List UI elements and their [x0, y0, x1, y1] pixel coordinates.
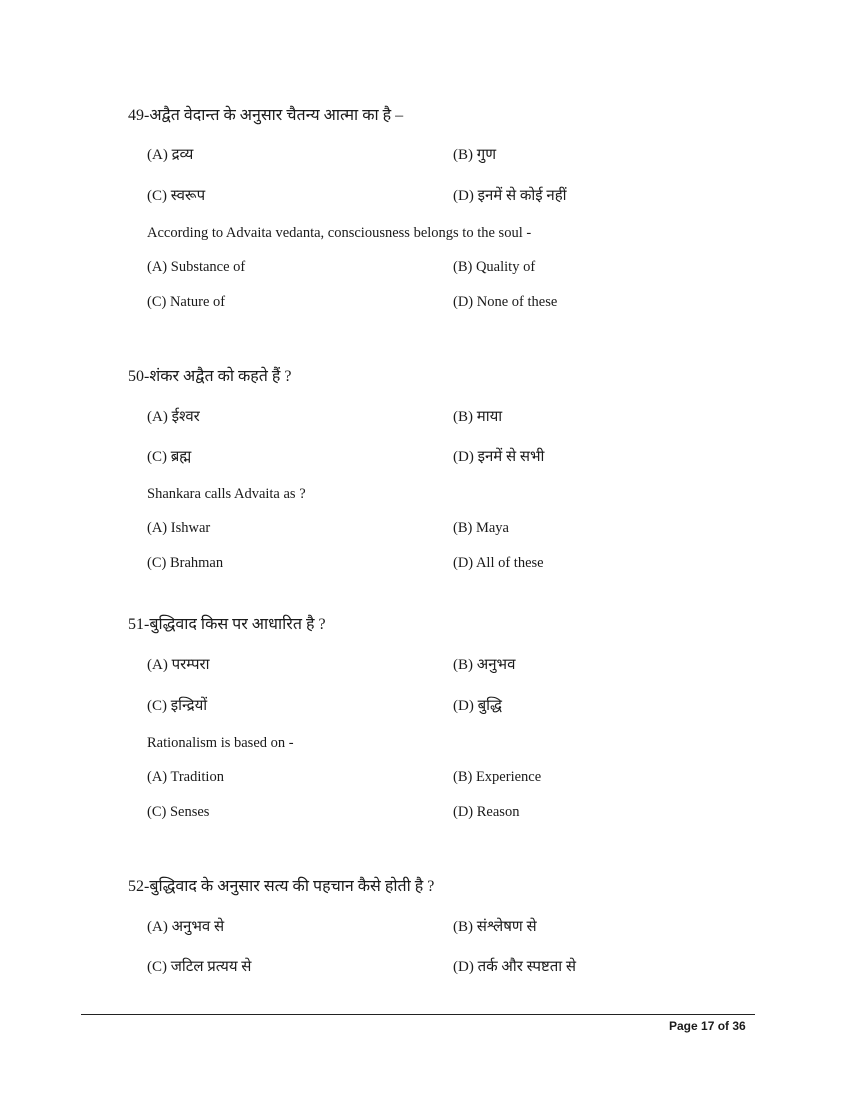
q50-option-b-hindi: (B) माया [453, 409, 503, 425]
q51-option-c-hindi: (C) इन्द्रियों [147, 698, 208, 714]
q52-option-c-hindi: (C) जटिल प्रत्यय से [147, 959, 252, 975]
q52-option-b-hindi: (B) संश्लेषण से [453, 919, 537, 935]
q50-option-c-english: (C) Brahman [147, 555, 224, 571]
q51-option-a-english: (A) Tradition [147, 769, 224, 785]
footer-divider [81, 1014, 755, 1015]
q51-option-a-hindi: (A) परम्परा [147, 657, 210, 673]
q49-option-d-english: (D) None of these [453, 294, 558, 310]
q51-option-d-hindi: (D) बुद्धि [453, 698, 503, 714]
q50-option-a-english: (A) Ishwar [147, 520, 211, 536]
page-number: Page 17 of 36 [669, 1019, 746, 1033]
question-50-english: Shankara calls Advaita as ? [147, 486, 306, 502]
q50-option-a-hindi: (A) ईश्वर [147, 409, 200, 425]
q50-option-d-english: (D) All of these [453, 555, 544, 571]
q49-option-b-hindi: (B) गुण [453, 147, 497, 163]
q49-option-a-english: (A) Substance of [147, 259, 246, 275]
q50-option-b-english: (B) Maya [453, 520, 509, 536]
q50-option-c-hindi: (C) ब्रह्म [147, 449, 192, 465]
q52-option-a-hindi: (A) अनुभव से [147, 919, 225, 935]
q49-option-c-hindi: (C) स्वरूप [147, 188, 206, 204]
q49-option-d-hindi: (D) इनमें से कोई नहीं [453, 188, 567, 204]
q49-option-c-english: (C) Nature of [147, 294, 226, 310]
q50-option-d-hindi: (D) इनमें से सभी [453, 449, 545, 465]
question-51-english: Rationalism is based on - [147, 735, 294, 751]
question-51-hindi: 51-बुद्धिवाद किस पर आधारित है ? [128, 616, 326, 633]
q52-option-d-hindi: (D) तर्क और स्पष्टता से [453, 959, 577, 975]
question-50-hindi: 50-शंकर अद्वैत को कहते हैं ? [128, 368, 292, 385]
q49-option-a-hindi: (A) द्रव्य [147, 147, 194, 163]
question-49-english: According to Advaita vedanta, consciousness belongs to the soul - [147, 225, 532, 241]
q51-option-b-english: (B) Experience [453, 769, 542, 785]
q51-option-d-english: (D) Reason [453, 804, 520, 820]
question-52-hindi: 52-बुद्धिवाद के अनुसार सत्य की पहचान कैसे होती है ? [128, 878, 435, 895]
q51-option-b-hindi: (B) अनुभव [453, 657, 516, 673]
question-49-hindi: 49-अद्वैत वेदान्त के अनुसार चैतन्य आत्मा का है – [128, 107, 404, 124]
q49-option-b-english: (B) Quality of [453, 259, 536, 275]
q51-option-c-english: (C) Senses [147, 804, 210, 820]
